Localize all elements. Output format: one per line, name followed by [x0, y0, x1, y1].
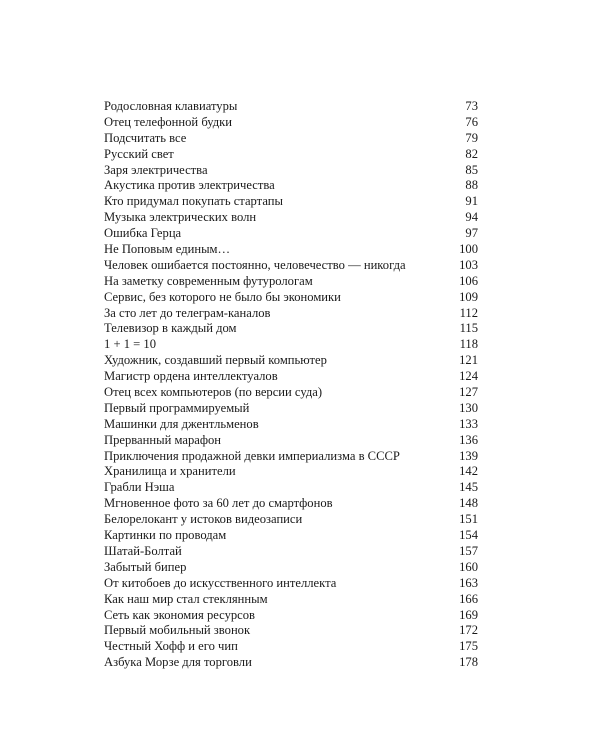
toc-entry-title: Грабли Нэша: [104, 480, 175, 495]
toc-entry-page-number: 85: [465, 162, 478, 177]
toc-entry-page-number: 172: [459, 623, 478, 638]
toc-entry-page-number: 166: [459, 591, 478, 606]
toc-entry-title: Как наш мир стал стеклянным: [104, 591, 268, 606]
toc-entry: [104, 496, 478, 512]
toc-entry: [104, 544, 478, 560]
toc-entry-title: Мгновенное фото за 60 лет до смартфонов: [104, 496, 333, 511]
toc-entry-page-number: 112: [459, 305, 478, 320]
toc-entry-title: Художник, создавший первый компьютер: [104, 353, 327, 368]
toc-entry-page-number: 76: [465, 114, 478, 129]
toc-entry-page-number: 121: [459, 353, 478, 368]
toc-entry-page-number: 157: [459, 543, 478, 558]
toc-entry: [104, 147, 478, 163]
toc-entry: [104, 592, 478, 608]
toc-entry-title: Отец всех компьютеров (по версии суда): [104, 385, 323, 400]
toc-entry: [104, 369, 478, 385]
toc-entry: [104, 337, 478, 353]
toc-entry-title: 1 + 1 = 10: [104, 337, 156, 352]
toc-entry: [104, 178, 478, 194]
toc-entry-page-number: 115: [459, 321, 478, 336]
toc-entry-title: Картинки по проводам: [104, 528, 227, 543]
toc-entry-page-number: 136: [459, 432, 478, 447]
toc-entry: [104, 194, 478, 210]
toc-entry: [104, 290, 478, 306]
toc-entry-title: Сервис, без которого не было бы экономики: [104, 289, 341, 304]
toc-entry-title: Честный Хофф и его чип: [104, 639, 238, 654]
toc-entry: [104, 353, 478, 369]
toc-entry: [104, 417, 478, 433]
toc-entry: [104, 99, 478, 115]
toc-entry: [104, 655, 478, 671]
toc-entry-page-number: 145: [459, 480, 478, 495]
toc-entry-page-number: 91: [465, 194, 478, 209]
toc-entry: [104, 274, 478, 290]
toc-entry-page-number: 154: [459, 528, 478, 543]
toc-entry-title: Русский свет: [104, 146, 174, 161]
toc-entry-page-number: 106: [459, 273, 478, 288]
toc-entry-title: От китобоев до искусственного интеллекта: [104, 575, 337, 590]
toc-entry: [104, 115, 478, 131]
toc-entry-title: Родословная клавиатуры: [104, 99, 238, 113]
toc-entry-title: Магистр ордена интеллектуалов: [104, 369, 278, 384]
toc-entry-page-number: 133: [459, 416, 478, 431]
toc-entry-page-number: 130: [459, 400, 478, 415]
toc-entry-title: На заметку современным футурологам: [104, 273, 313, 288]
toc-entry-page-number: 151: [459, 512, 478, 527]
toc-entry: [104, 449, 478, 465]
toc-entry-title: Человек ошибается постоянно, человечество — никогда: [104, 257, 406, 272]
toc-entry-page-number: 88: [465, 178, 478, 193]
toc-entry-title: Первый мобильный звонок: [104, 623, 251, 638]
toc-entry-title: Телевизор в каждый дом: [104, 321, 237, 336]
toc-entry-title: Не Поповым единым…: [104, 242, 231, 257]
toc-entry-title: Кто придумал покупать стартапы: [104, 194, 283, 209]
toc-entry: [104, 258, 478, 274]
toc-entry-page-number: 79: [465, 130, 478, 145]
toc-entry: [104, 528, 478, 544]
table-of-contents: [104, 99, 478, 671]
toc-entry-page-number: 109: [459, 289, 478, 304]
toc-entry-title: Хранилища и хранители: [104, 464, 236, 479]
toc-entry: [104, 385, 478, 401]
toc-entry-page-number: 148: [459, 496, 478, 511]
toc-entry-page-number: 160: [459, 559, 478, 574]
toc-entry: [104, 464, 478, 480]
toc-entry: [104, 560, 478, 576]
toc-entry-page-number: 142: [459, 464, 478, 479]
toc-entry: [104, 321, 478, 337]
toc-entry: [104, 306, 478, 322]
toc-entry-title: Подсчитать все: [104, 130, 187, 145]
toc-entry: [104, 242, 478, 258]
toc-entry-page-number: 124: [459, 369, 478, 384]
toc-entry: [104, 608, 478, 624]
toc-entry-title: Отец телефонной будки: [104, 114, 233, 129]
toc-entry-page-number: 118: [459, 337, 478, 352]
toc-entry-title: Ошибка Герца: [104, 226, 182, 241]
toc-entry-page-number: 97: [465, 226, 478, 241]
toc-entry-page-number: 178: [459, 655, 478, 670]
toc-entry-title: Прерванный марафон: [104, 432, 222, 447]
toc-entry-title: Заря электричества: [104, 162, 208, 177]
toc-entry-title: Приключения продажной девки империализма в СССР: [104, 448, 400, 463]
toc-entry-title: Первый программируемый: [104, 400, 250, 415]
toc-entry: [104, 512, 478, 528]
toc-entry-page-number: 139: [459, 448, 478, 463]
toc-entry-page-number: 175: [459, 639, 478, 654]
toc-entry-title: Забытый бипер: [104, 559, 187, 574]
toc-entry-page-number: 94: [465, 210, 478, 225]
toc-entry: [104, 163, 478, 179]
toc-entry: [104, 433, 478, 449]
toc-entry: [104, 401, 478, 417]
toc-entry-title: За сто лет до телеграм-каналов: [104, 305, 271, 320]
toc-entry-page-number: 100: [459, 242, 478, 257]
toc-entry-page-number: 73: [465, 99, 478, 113]
toc-entry-title: Азбука Морзе для торговли: [104, 655, 252, 670]
toc-entry-page-number: 103: [459, 257, 478, 272]
toc-entry-title: Акустика против электричества: [104, 178, 275, 193]
toc-entry-page-number: 169: [459, 607, 478, 622]
toc-entry: [104, 576, 478, 592]
toc-entry-title: Шатай-Болтай: [104, 543, 182, 558]
toc-entry-title: Сеть как экономия ресурсов: [104, 607, 256, 622]
toc-entry: [104, 623, 478, 639]
toc-entry: [104, 639, 478, 655]
toc-entry-title: Машинки для джентльменов: [104, 416, 259, 431]
toc-entry: [104, 131, 478, 147]
toc-entry-page-number: 82: [465, 146, 478, 161]
toc-entry: [104, 210, 478, 226]
toc-entry-title: Белорелокант у истоков видеозаписи: [104, 512, 303, 527]
toc-entry-title: Музыка электрических волн: [104, 210, 257, 225]
toc-entry: [104, 226, 478, 242]
toc-entry-page-number: 163: [459, 575, 478, 590]
toc-entry: [104, 480, 478, 496]
toc-entry-page-number: 127: [459, 385, 478, 400]
